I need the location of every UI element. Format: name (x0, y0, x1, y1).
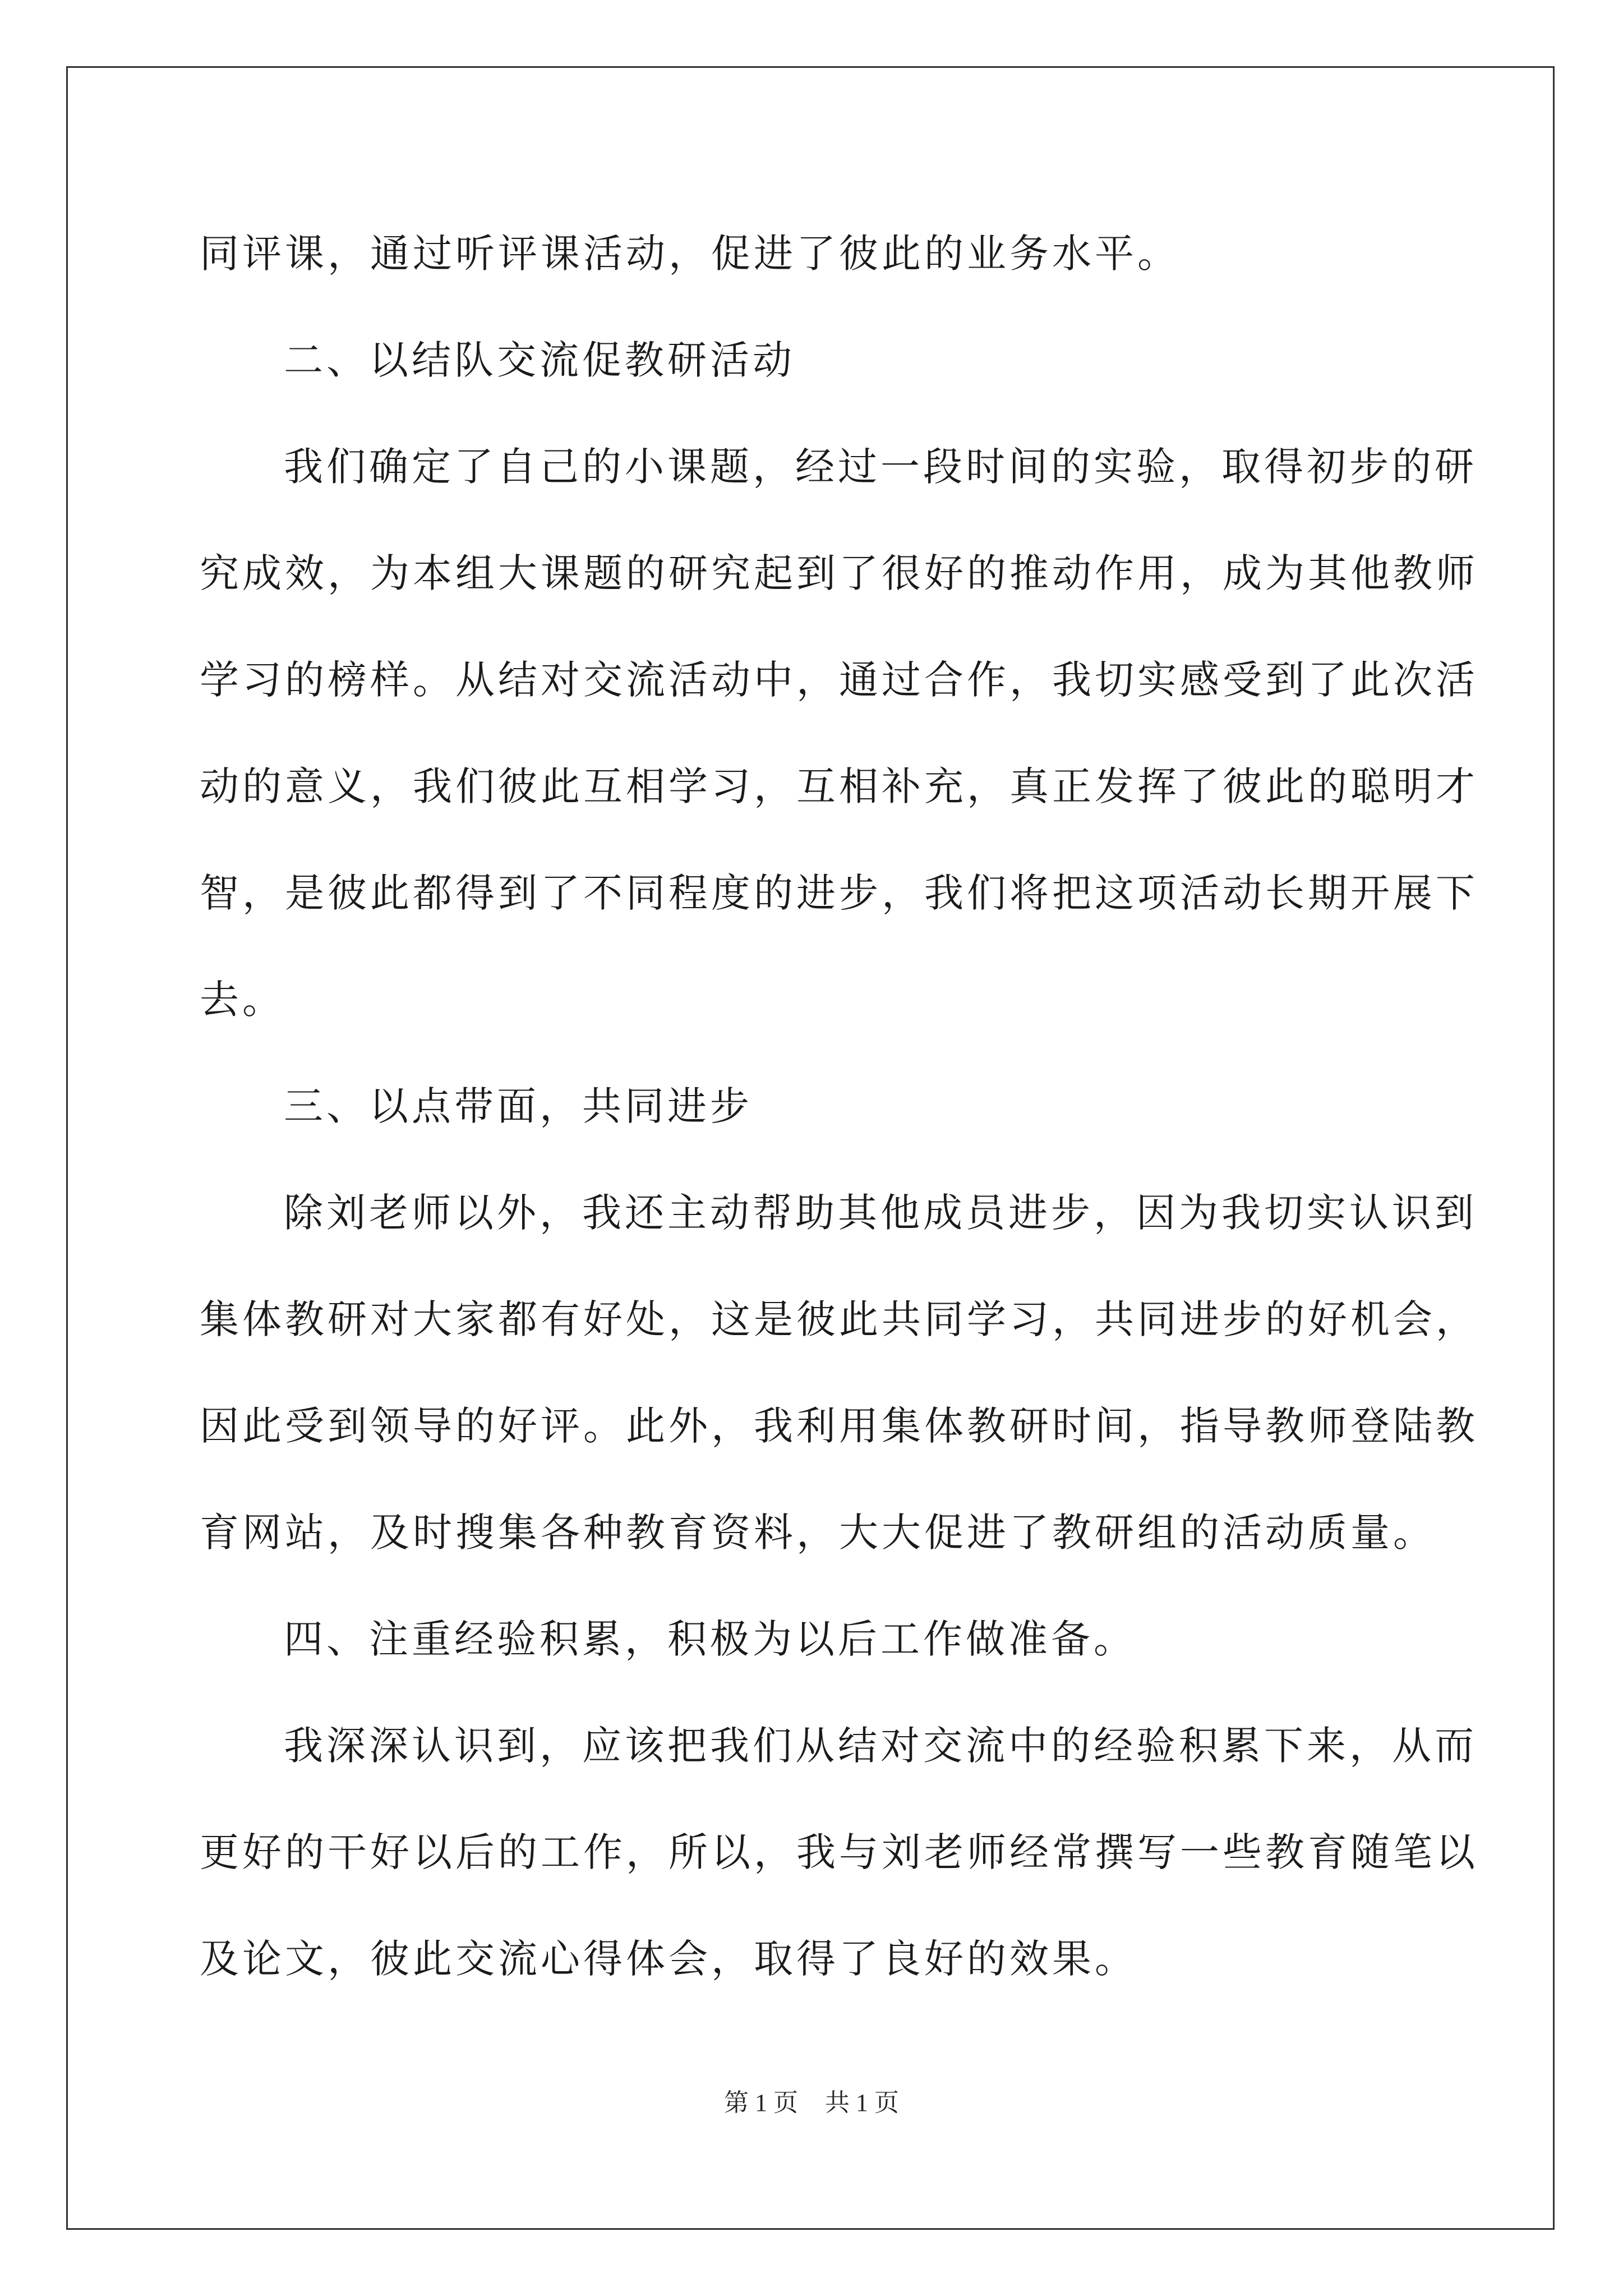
page-number: 第 1 页 (724, 2089, 798, 2116)
text-line: 我们确定了自己的小课题，经过一段时间的实验，取得初步的研 (284, 444, 1477, 490)
text-line: 二、以结队交流促教研活动 (284, 337, 795, 383)
text-line: 集体教研对大家都有好处，这是彼此共同学习，共同进步的好机会， (200, 1296, 1478, 1342)
page-total: 共 1 页 (825, 2089, 899, 2116)
document-body (200, 209, 1478, 2021)
text-line: 学习的榜样。从结对交流活动中，通过合作，我切实感受到了此次活 (200, 657, 1478, 703)
text-line: 因此受到领导的好评。此外，我利用集体教研时间，指导教师登陆教 (200, 1403, 1478, 1449)
text-line: 动的意义，我们彼此互相学习，互相补充，真正发挥了彼此的聪明才 (200, 763, 1478, 809)
text-line: 去。 (200, 977, 285, 1023)
text-line: 四、注重经验积累，积极为以后工作做准备。 (284, 1616, 1136, 1662)
text-line: 更好的干好以后的工作，所以，我与刘老师经常撰写一些教育随笔以 (200, 1829, 1478, 1875)
text-line: 除刘老师以外，我还主动帮助其他成员进步，因为我切实认识到 (284, 1190, 1477, 1236)
page-footer (0, 2082, 1623, 2118)
text-line: 究成效，为本组大课题的研究起到了很好的推动作用，成为其他教师 (200, 550, 1478, 596)
text-line: 智，是彼此都得到了不同程度的进步，我们将把这项活动长期开展下 (200, 870, 1478, 916)
text-line: 三、以点带面，共同进步 (284, 1083, 753, 1129)
text-line: 育网站，及时搜集各种教育资料，大大促进了教研组的活动质量。 (200, 1510, 1436, 1556)
text-line: 及论文，彼此交流心得体会，取得了良好的效果。 (200, 1936, 1137, 1982)
text-line: 我深深认识到，应该把我们从结对交流中的经验积累下来，从而 (284, 1723, 1477, 1769)
text-line: 同评课，通过听评课活动，促进了彼此的业务水平。 (200, 231, 1180, 277)
